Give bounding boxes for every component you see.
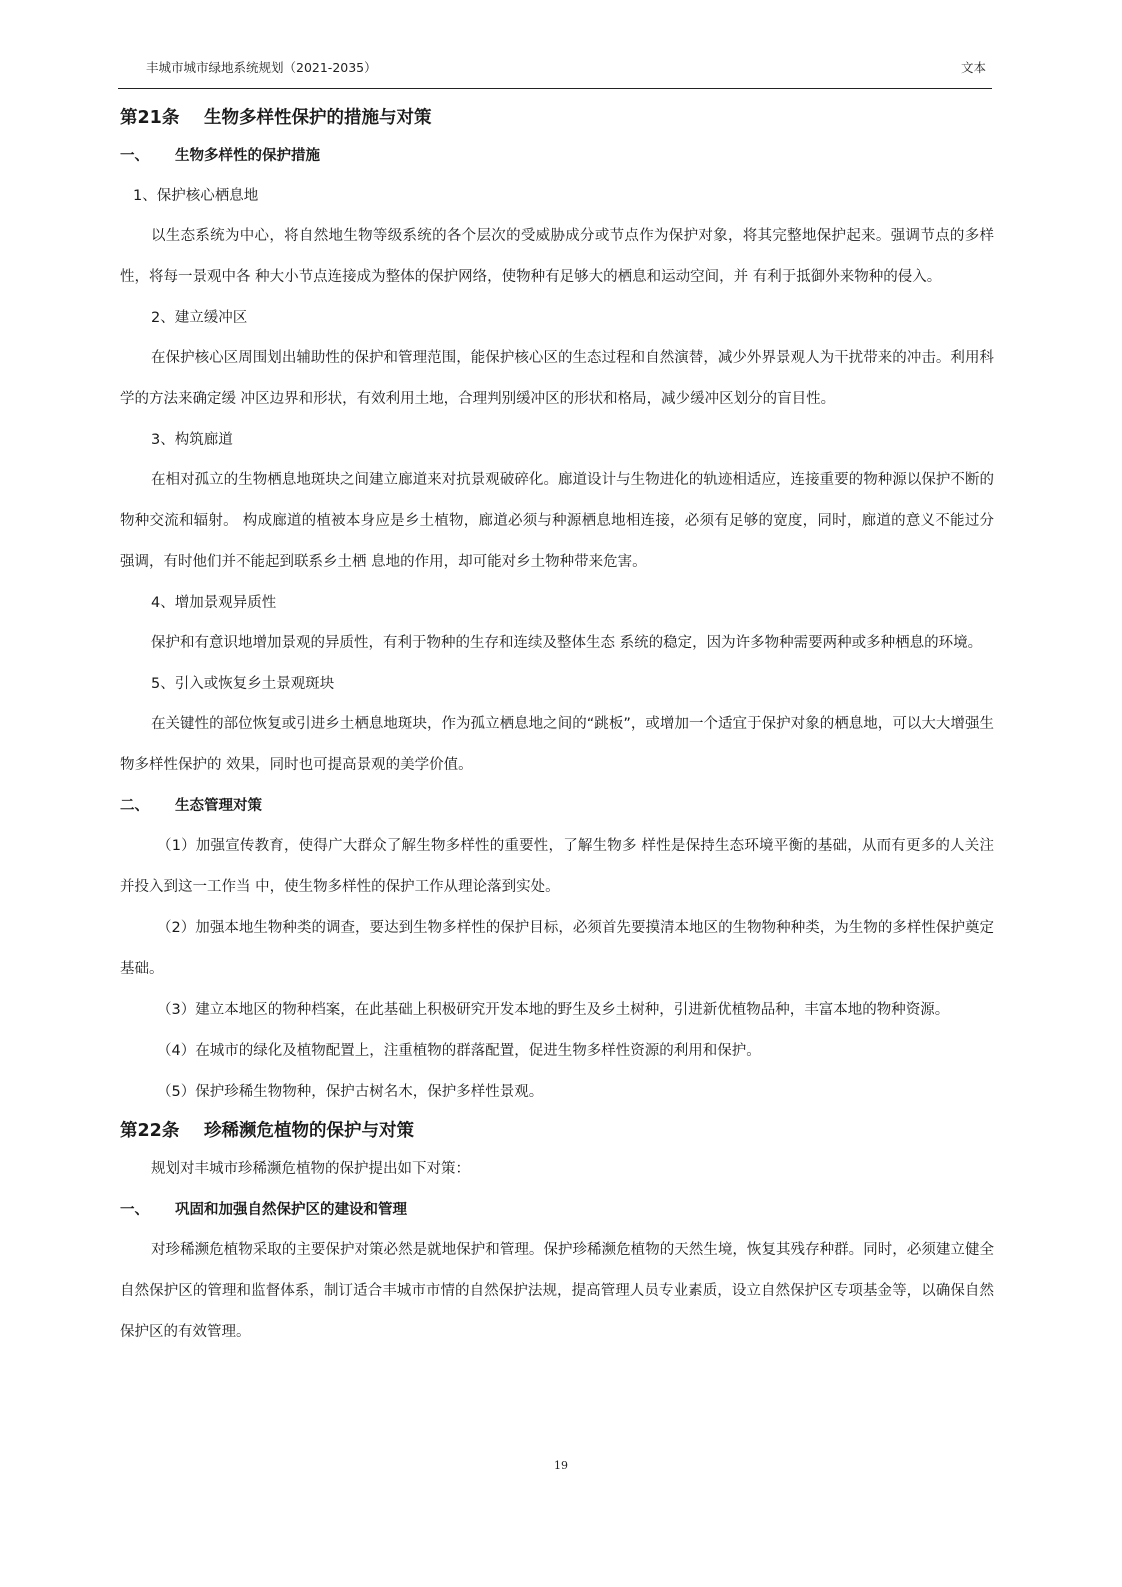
page-body bbox=[120, 100, 994, 1353]
article-title: 生物多样性保护的措施与对策 bbox=[204, 108, 432, 128]
list-item: （4）在城市的绿化及植物配置上，注重植物的群落配置，促进生物多样性资源的利用和保护。 bbox=[157, 1043, 761, 1059]
paragraph: 在相对孤立的生物栖息地斑块之间建立廊道来对抗景观破碎化。廊道设计与生物进化的轨迹相适应，连接重要的物种源以保护不断的物种交流和辐射。 构成廊道的植被本身应是乡土植物，廊道必须与种源栖息地相连接，必须有足够的宽度，同时，廊道的意义不能过分强调，有时他们并不能起到联系乡土栖 息地的作用，却可能对乡土物种带来危害。 bbox=[120, 472, 994, 570]
article-title: 珍稀濒危植物的保护与对策 bbox=[204, 1121, 414, 1141]
list-item: （2）加强本地生物种类的调查，要达到生物多样性的保护目标，必须首先要摸清本地区的生物物种种类，为生物的多样性保护奠定基础。 bbox=[120, 920, 994, 977]
paragraph: 以生态系统为中心，将自然地生物等级系统的各个层次的受威胁成分或节点作为保护对象，将其完整地保护起来。强调节点的多样性，将每一景观中各 种大小节点连接成为整体的保护网络，使物种有足够大的栖息和运动空间，并 有利于抵御外来物种的侵入。 bbox=[120, 228, 994, 285]
section-heading bbox=[120, 786, 994, 826]
subheading: 2、建立缓冲区 bbox=[151, 310, 248, 326]
list-item: （3）建立本地区的物种档案，在此基础上积极研究开发本地的野生及乡土树种，引进新优植物品种，丰富本地的物种资源。 bbox=[157, 1002, 950, 1018]
article-number: 第22条 bbox=[120, 1121, 180, 1141]
section-number: 二、 bbox=[120, 798, 149, 814]
section-title: 巩固和加强自然保护区的建设和管理 bbox=[175, 1202, 407, 1218]
article-22-heading bbox=[120, 1113, 994, 1149]
article-21-heading bbox=[120, 100, 994, 136]
header-title: 丰城市城市绿地系统规划（2021-2035） bbox=[146, 60, 377, 75]
page-header bbox=[118, 54, 992, 89]
section-heading bbox=[120, 1190, 994, 1230]
subheading: 3、构筑廊道 bbox=[151, 432, 233, 448]
list-item: （1）加强宣传教育，使得广大群众了解生物多样性的重要性，了解生物多 样性是保持生态环境平衡的基础，从而有更多的人关注并投入到这一工作当 中，使生物多样性的保护工作从理论落到实处。 bbox=[120, 838, 994, 895]
subheading: 4、增加景观异质性 bbox=[151, 595, 277, 611]
article-number: 第21条 bbox=[120, 108, 180, 128]
subheading: 1、保护核心栖息地 bbox=[133, 188, 259, 204]
paragraph: 在保护核心区周围划出辅助性的保护和管理范围，能保护核心区的生态过程和自然演替，减少外界景观人为干扰带来的冲击。利用科学的方法来确定缓 冲区边界和形状，有效利用土地，合理判别缓冲区的形状和格局，减少缓冲区划分的盲目性。 bbox=[120, 350, 994, 407]
list-item: （5）保护珍稀生物物种，保护古树名木，保护多样性景观。 bbox=[157, 1084, 544, 1100]
header-doc-type: 文本 bbox=[960, 60, 986, 75]
intro-paragraph: 规划对丰城市珍稀濒危植物的保护提出如下对策： bbox=[151, 1161, 470, 1177]
paragraph: 对珍稀濒危植物采取的主要保护对策必然是就地保护和管理。保护珍稀濒危植物的天然生境，恢复其残存种群。同时，必须建立健全自然保护区的管理和监督体系，制订适合丰城市市情的自然保护法规，提高管理人员专业素质，设立自然保护区专项基金等，以确保自然保护区的有效管理。 bbox=[120, 1242, 994, 1340]
page-number: 19 bbox=[554, 1459, 568, 1472]
paragraph: 在关键性的部位恢复或引进乡土栖息地斑块，作为孤立栖息地之间的“跳板”，或增加一个适宜于保护对象的栖息地，可以大大增强生物多样性保护的 效果，同时也可提高景观的美学价值。 bbox=[120, 716, 994, 773]
paragraph: 保护和有意识地增加景观的异质性，有利于物种的生存和连续及整体生态 系统的稳定，因为许多物种需要两种或多种栖息的环境。 bbox=[151, 635, 983, 651]
section-heading bbox=[120, 136, 994, 176]
section-number: 一、 bbox=[120, 148, 149, 164]
section-title: 生态管理对策 bbox=[175, 798, 262, 814]
subheading: 5、引入或恢复乡土景观斑块 bbox=[151, 676, 335, 692]
section-number: 一、 bbox=[120, 1202, 149, 1218]
section-title: 生物多样性的保护措施 bbox=[175, 148, 320, 164]
